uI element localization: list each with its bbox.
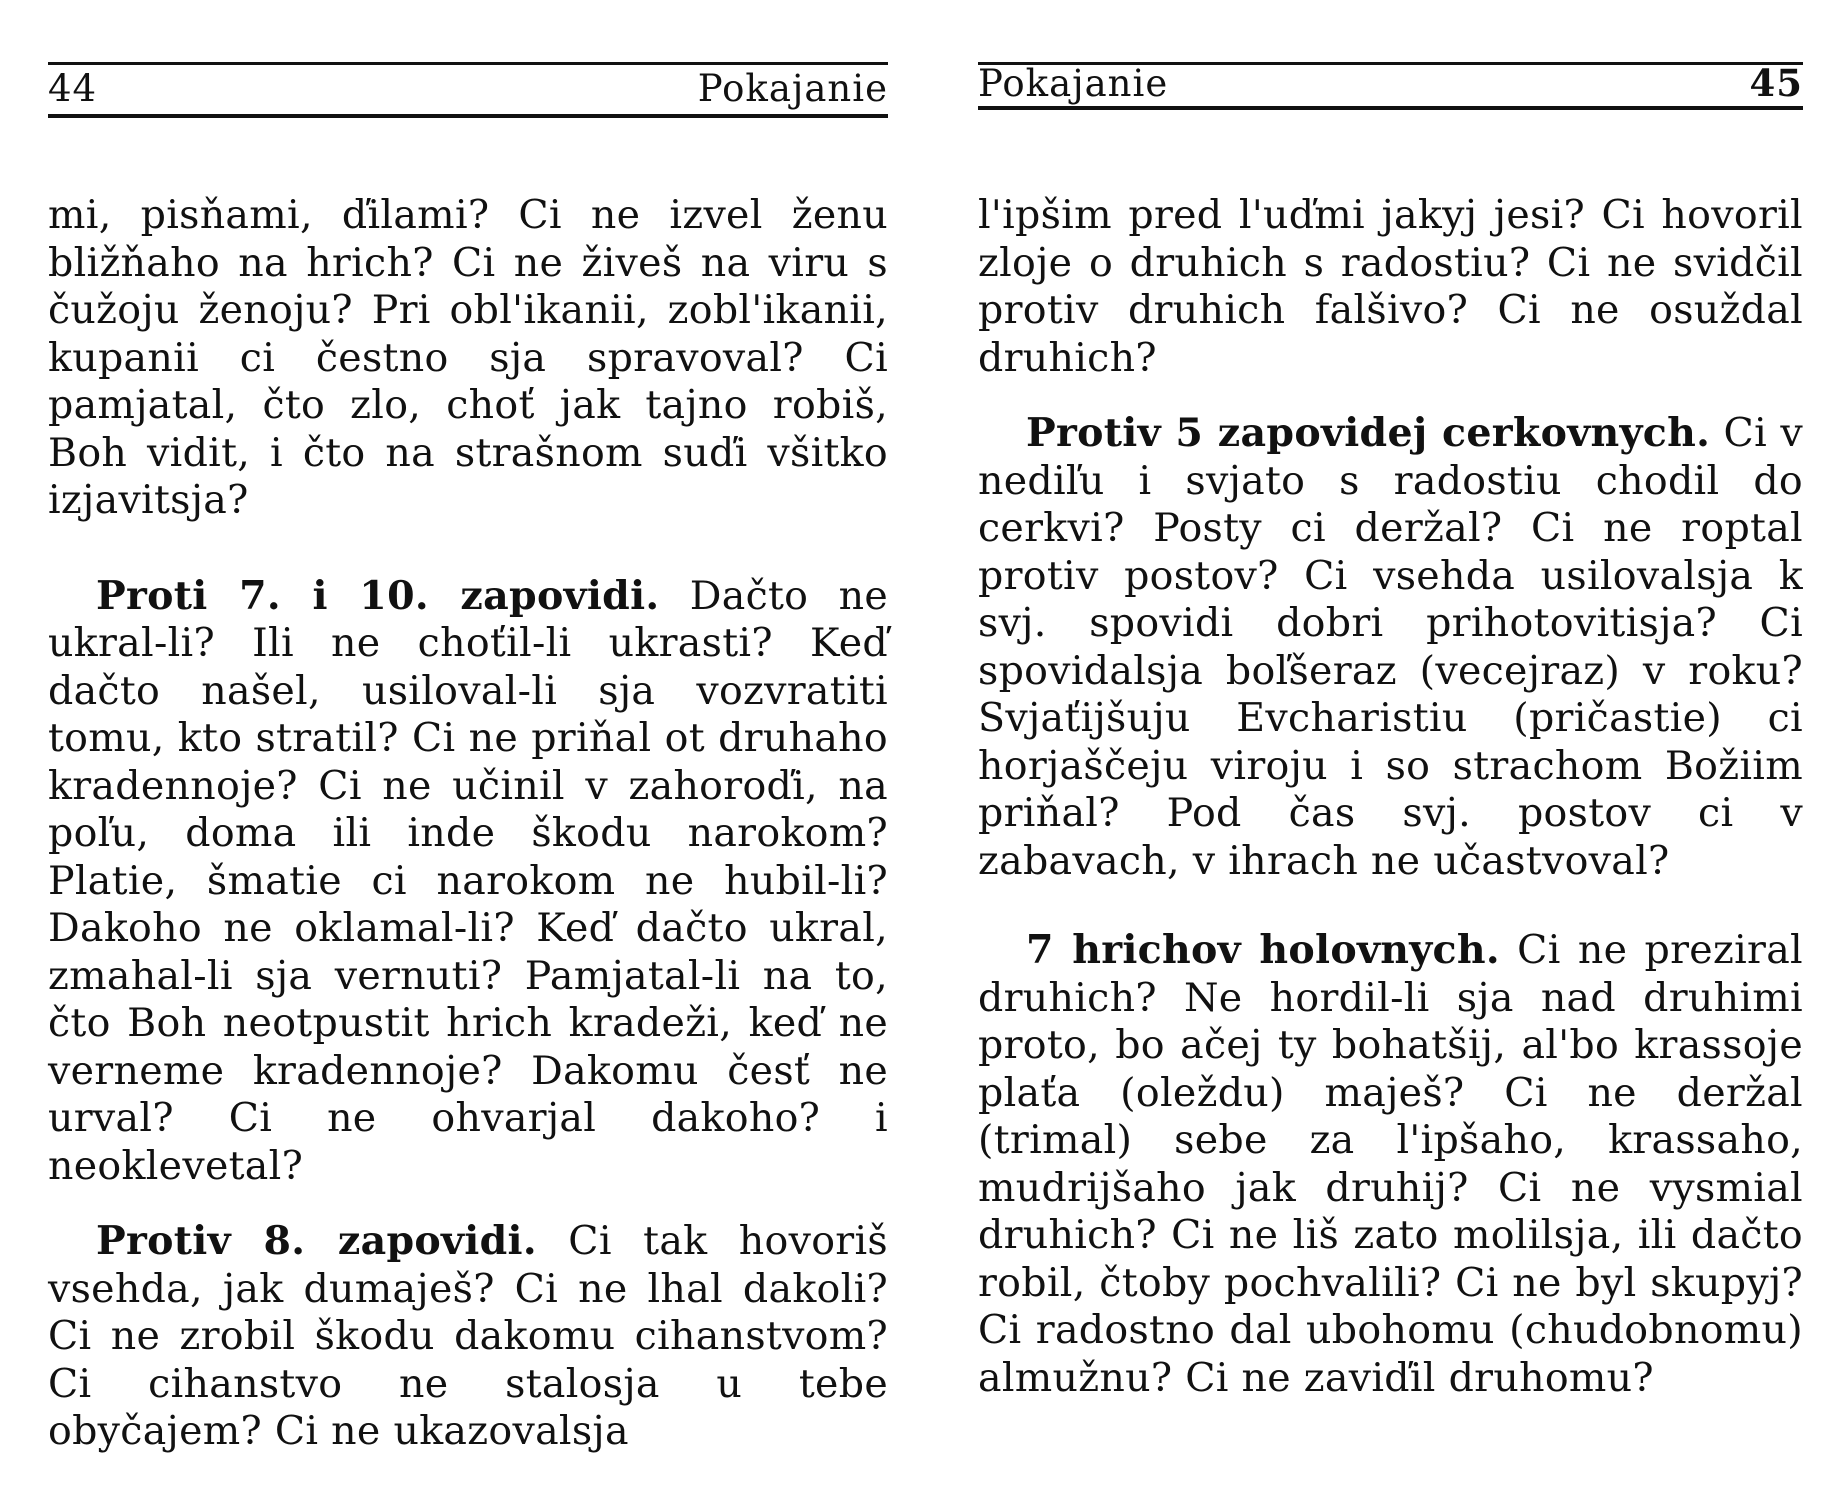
paragraph-text: l'ipšim pred l'uďmi jakyj jesi? Ci hovoril zloje o druhich s radostiu? Ci ne svidčil protiv druhich falšivo? Ci ne osuždal druhich? bbox=[978, 192, 1803, 381]
paragraph-text: mi, pisňami, ďilami? Ci ne izvel ženu bližňaho na hrich? Ci ne živeš na viru s čužoju ženoju? Pri obl'ikanii, zobl'ikanii, kupanii ci čestno sja spravoval? Ci pamjatal, čto zlo, choť jak tajno robiš, Boh vidit, i čto na strašnom suďi všitko izjavitsja? bbox=[48, 192, 888, 523]
paragraph bbox=[48, 192, 888, 525]
paragraph bbox=[978, 192, 1803, 382]
paragraph-lead: Protiv 5 zapovidej cerkovnych. bbox=[1026, 410, 1711, 456]
paragraph bbox=[48, 573, 888, 1191]
paragraph-lead: 7 hrichov holovnych. bbox=[1026, 927, 1500, 973]
page-number: 44 bbox=[48, 66, 98, 110]
paragraph-text: Ci v nediľu i svjato s radostiu chodil do cerkvi? Posty ci deržal? Ci ne roptal protiv postov? Ci vsehda usilovalsja k svj. spovidi dobri prihotovitisja? Ci spovidalsja boľšeraz (vecejraz) v roku? Svjaťijšuju Evcharistiu (pričastie) ci horjaščeju viroju i so strachom Božiim priňal? Pod čas svj. postov ci v zabavach, v ihrach ne učastvoval? bbox=[978, 410, 1803, 884]
left-page bbox=[48, 0, 888, 1500]
paragraph-text: Ci ne preziral druhich? Ne hordil-li sja nad druhimi proto, bo ačej ty bohatšij, al'bo krassoje plaťa (oleždu) maješ? Ci ne deržal (trimal) sebe za l'ipšaho, krassaho, mudrijšaho jak druhij? Ci ne vysmial druhich? Ci ne liš zato molilsja, ili dačto robil, čtoby pochvalili? Ci ne byl skupyj? Ci radostno dal ubohomu (chudobnomu) almužnu? Ci ne zaviďil druhomu? bbox=[978, 927, 1803, 1401]
running-head bbox=[48, 64, 888, 112]
header-rule-bottom bbox=[978, 106, 1803, 110]
paragraph-text: Ci tak hovoriš vsehda, jak dumaješ? Ci ne lhal dakoli? Ci ne zrobil škodu dakomu cihanstvom? Ci cihanstvo ne stalosja u tebe obyčajem? Ci ne ukazovalsja bbox=[48, 1218, 888, 1454]
running-title: Pokajanie bbox=[978, 61, 1169, 105]
right-page bbox=[978, 0, 1803, 1500]
body-text bbox=[48, 192, 888, 1456]
paragraph-lead: Protiv 8. zapovidi. bbox=[96, 1218, 537, 1264]
header-rule-bottom bbox=[48, 114, 888, 118]
paragraph-lead: Proti 7. i 10. zapovidi. bbox=[96, 572, 660, 619]
body-text bbox=[978, 192, 1803, 1402]
paragraph bbox=[978, 927, 1803, 1402]
paragraph-text: Dačto ne ukral-li? Ili ne choťil-li ukrasti? Keď dačto našel, usiloval-li sja vozvratiti tomu, kto stratil? Ci ne priňal ot druhaho kradennoje? Ci ne učinil v zahoroďi, na poľu, doma ili inde škodu narokom? Platie, šmatie ci narokom ne hubil-li? Dakoho ne oklamal-li? Keď dačto ukral, zmahal-li sja vernuti? Pamjatal-li na to, čto Boh neotpustit hrich kradeži, keď ne verneme kradennoje? Dakomu česť ne urval? Ci ne ohvarjal dakoho? i neoklevetal? bbox=[48, 572, 888, 1189]
running-head bbox=[978, 60, 1803, 106]
page-number: 45 bbox=[1749, 61, 1803, 105]
paragraph bbox=[48, 1218, 888, 1456]
paragraph bbox=[978, 410, 1803, 885]
running-title: Pokajanie bbox=[697, 66, 888, 110]
